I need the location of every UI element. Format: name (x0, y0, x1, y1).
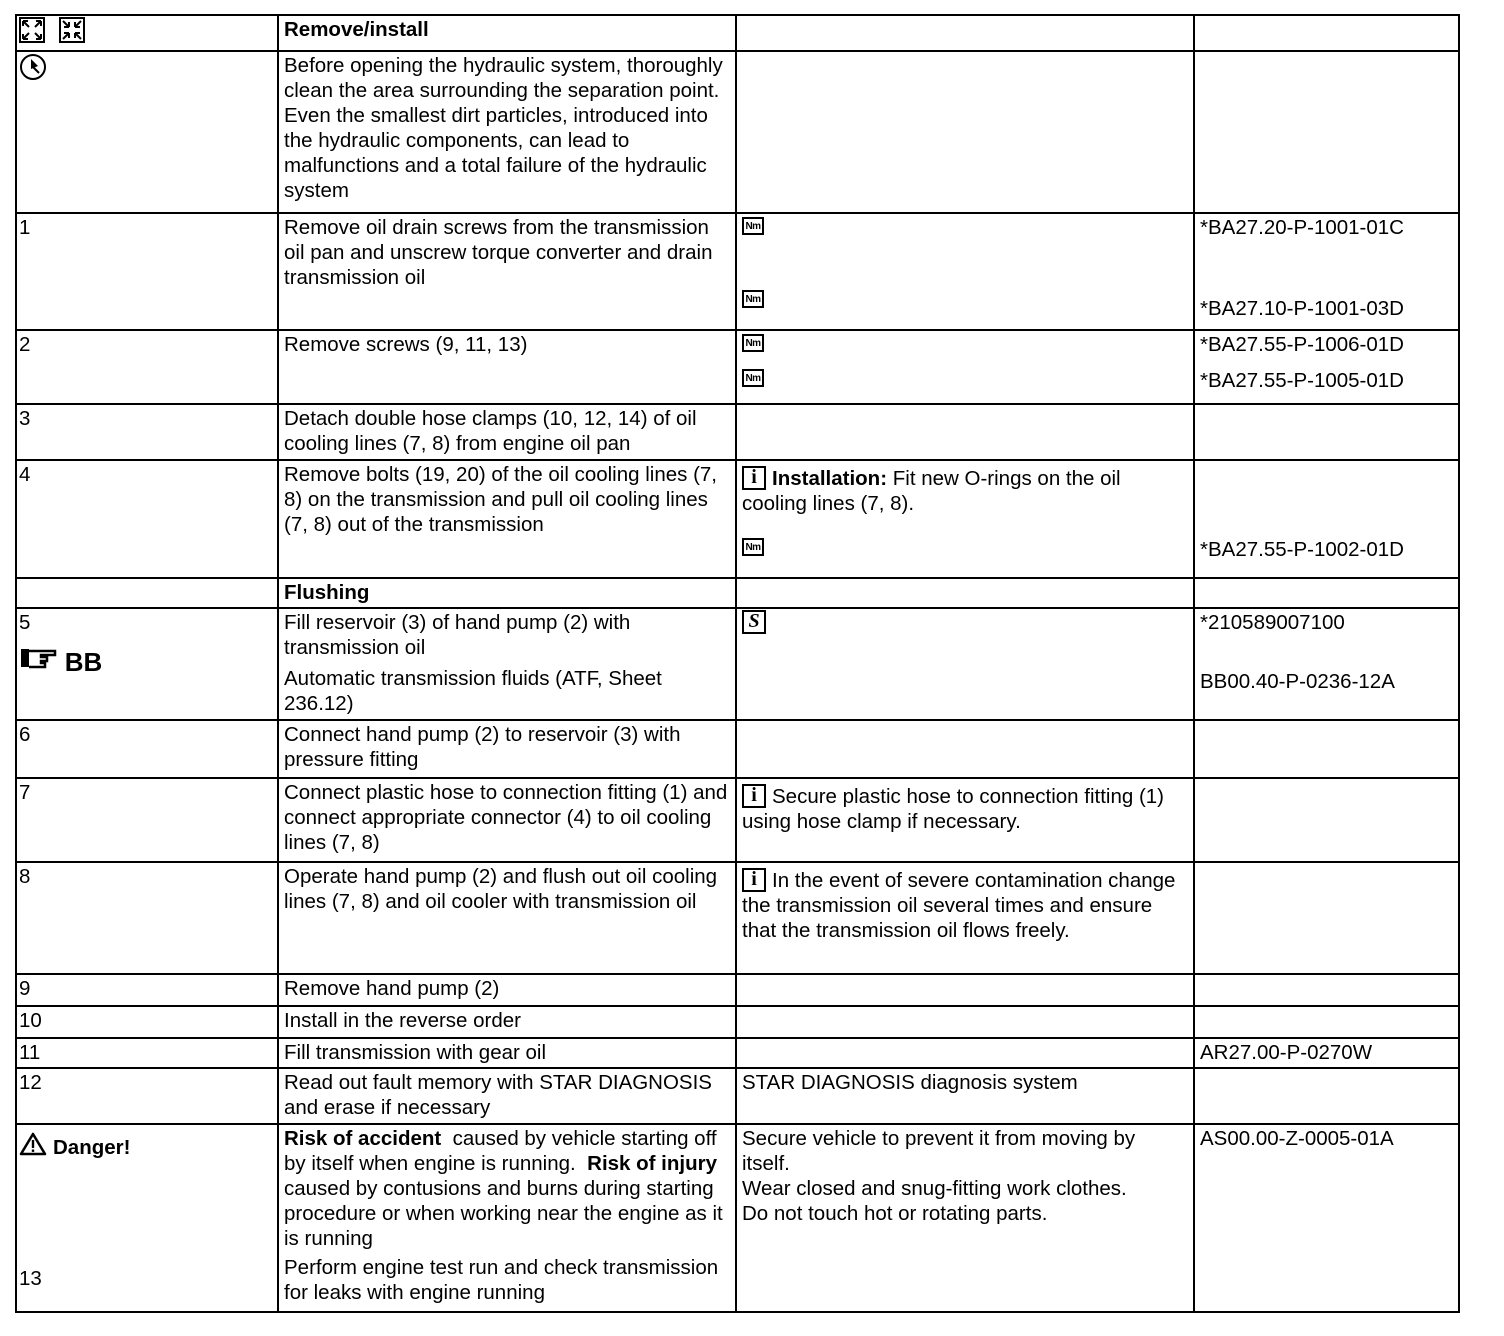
table-row (16, 974, 1459, 1006)
table-row (16, 404, 1459, 460)
step-number: 13 (19, 1267, 42, 1290)
table-row (16, 778, 1459, 862)
info-note: Secure plastic hose to connection fitting (1) using hose clamp if necessary. (742, 785, 1164, 833)
reference-link[interactable]: *BA27.10-P-1001-03D (1200, 297, 1404, 320)
collapse-icon[interactable] (59, 17, 85, 49)
danger-text: Risk of accident caused by vehicle starting off by itself when engine is running. Risk of injury caused by contusions and burns during starting procedure or when working near the engine as it is running (284, 1127, 723, 1250)
note-text: Before opening the hydraulic system, thoroughly clean the area surrounding the separation point. Even the smallest dirt particles, introduced into the hydraulic components, can lead to malfunctions and a total failure of the hydraulic system (278, 51, 736, 213)
step-text: Perform engine test run and check transmission for leaks with engine running (284, 1256, 719, 1304)
expand-icon[interactable] (19, 17, 45, 49)
reference-link[interactable]: BB00.40-P-0236-12A (1200, 670, 1395, 693)
info-icon: i (742, 784, 766, 808)
table-row-danger (16, 1124, 1459, 1312)
table-row (16, 460, 1459, 578)
section-title: Remove/install (278, 15, 736, 51)
bb-text: Automatic transmission fluids (ATF, Sheet 236.12) (284, 667, 662, 715)
danger-measure: Wear closed and snug-fitting work clothes. (742, 1177, 1127, 1200)
reference-link[interactable]: AR27.00-P-0270W (1194, 1038, 1459, 1068)
step-text: Remove bolts (19, 20) of the oil cooling lines (7, 8) on the transmission and pull oil cooling lines (7, 8) out of the transmission (278, 460, 736, 578)
table-row (16, 862, 1459, 974)
torque-icon[interactable]: Nm (742, 290, 764, 308)
pointing-hand-icon (19, 653, 65, 676)
clock-warning-icon (19, 63, 47, 86)
procedure-document (15, 14, 1458, 1313)
danger-measure: Secure vehicle to prevent it from moving by itself. (742, 1127, 1136, 1175)
step-text: Detach double hose clamps (10, 12, 14) of oil cooling lines (7, 8) from engine oil pan (278, 404, 736, 460)
table-row-header (16, 15, 1459, 51)
torque-icon[interactable]: Nm (742, 369, 764, 387)
table-row-note (16, 51, 1459, 213)
danger-measure: Do not touch hot or rotating parts. (742, 1202, 1048, 1225)
warning-triangle-icon (19, 1132, 53, 1162)
step-text: Fill transmission with gear oil (278, 1038, 736, 1068)
step-number: 6 (16, 720, 278, 778)
step-number: 4 (16, 460, 278, 578)
step-number: 11 (16, 1038, 278, 1068)
step-text: Fill reservoir (3) of hand pump (2) with transmission oil (284, 611, 631, 659)
tool-text: STAR DIAGNOSIS diagnosis system (736, 1068, 1194, 1124)
info-note: In the event of severe contamination change the transmission oil several times and ensure that the transmission oil flows freely. (742, 869, 1176, 942)
step-number: 10 (16, 1006, 278, 1038)
table-row (16, 720, 1459, 778)
reference-link[interactable]: *210589007100 (1200, 611, 1345, 634)
torque-icon[interactable]: Nm (742, 334, 764, 352)
procedure-table (15, 14, 1460, 1313)
step-number: 5 (19, 611, 31, 634)
reference-link[interactable]: AS00.00-Z-0005-01A (1194, 1124, 1459, 1312)
table-row (16, 1038, 1459, 1068)
bb-reference: BB (19, 643, 272, 678)
reference-link[interactable]: *BA27.55-P-1006-01D (1200, 333, 1404, 356)
step-number: 1 (16, 213, 278, 330)
step-number: 8 (16, 862, 278, 974)
step-text: Connect plastic hose to connection fitting (1) and connect appropriate connector (4) to oil cooling lines (7, 8) (278, 778, 736, 862)
step-text: Operate hand pump (2) and flush out oil cooling lines (7, 8) and oil cooler with transmission oil (278, 862, 736, 974)
section-title: Flushing (278, 578, 736, 608)
step-text: Remove screws (9, 11, 13) (278, 330, 736, 404)
step-number: 12 (16, 1068, 278, 1124)
info-icon: i (742, 466, 766, 490)
table-row (16, 608, 1459, 720)
table-row (16, 1006, 1459, 1038)
torque-icon[interactable]: Nm (742, 538, 764, 556)
danger-label: Danger! (19, 1132, 272, 1162)
reference-link[interactable]: *BA27.20-P-1001-01C (1200, 216, 1404, 239)
reference-link[interactable]: *BA27.55-P-1005-01D (1200, 369, 1404, 392)
table-row (16, 330, 1459, 404)
table-row (16, 1068, 1459, 1124)
step-number: 9 (16, 974, 278, 1006)
step-number: 7 (16, 778, 278, 862)
step-text: Connect hand pump (2) to reservoir (3) with pressure fitting (278, 720, 736, 778)
reference-link[interactable]: *BA27.55-P-1002-01D (1200, 538, 1404, 561)
installation-note: i Installation: Fit new O-rings on the oil cooling lines (7, 8). (742, 466, 1121, 515)
info-icon: i (742, 868, 766, 892)
step-text: Remove hand pump (2) (278, 974, 736, 1006)
header-icons-cell (16, 15, 278, 51)
table-row-section (16, 578, 1459, 608)
step-text: Read out fault memory with STAR DIAGNOSIS and erase if necessary (278, 1068, 736, 1124)
step-number: 2 (16, 330, 278, 404)
torque-icon[interactable]: Nm (742, 217, 764, 235)
step-text: Remove oil drain screws from the transmission oil pan and unscrew torque converter and drain transmission oil (278, 213, 736, 330)
special-tool-icon[interactable]: S (742, 610, 766, 634)
step-text: Install in the reverse order (278, 1006, 736, 1038)
step-number: 3 (16, 404, 278, 460)
table-row (16, 213, 1459, 330)
